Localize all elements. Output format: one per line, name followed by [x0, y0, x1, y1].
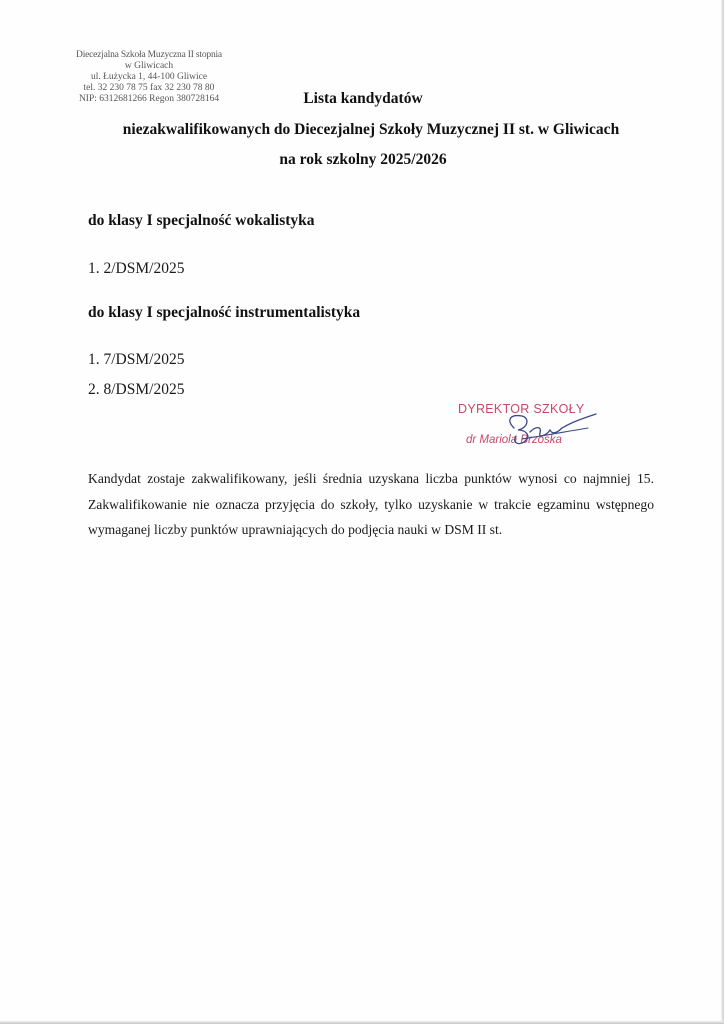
qualification-note: Kandydat zostaje zakwalifikowany, jeśli średnia uzyskana liczba punktów wynosi co najmniej 15. Zakwalifikowanie nie oznacza przyjęcia do szkoły, tylko uzyskanie w trakcie egzaminu wstępnego wymaganej liczby punktów uprawniających do podjęcia nauki w DSM II st. [88, 471, 654, 537]
section-heading-vocal: do klasy I specjalność wokalistyka [88, 212, 315, 229]
list-item: 2. 8/DSM/2025 [88, 381, 185, 398]
stamp-line-school-name: Diecezjalna Szkoła Muzyczna II stopnia [76, 50, 222, 60]
stamp-line-address: ul. Łużycka 1, 44-100 Gliwice [90, 72, 208, 82]
handwritten-signature [492, 406, 602, 450]
document-title: Lista kandydatów [303, 90, 423, 107]
list-item: 1. 7/DSM/2025 [88, 351, 185, 368]
stamp-line-city: w Gliwicach [124, 61, 174, 71]
director-stamp-title: DYREKTOR SZKOŁY [458, 402, 585, 416]
stamp-line-tax-id: NIP: 6312681266 Regon 380728164 [78, 94, 220, 104]
document-subtitle: niezakwalifikowanych do Diecezjalnej Szkoły Muzycznej II st. w Gliwicach [122, 121, 620, 138]
director-stamp-name: dr Mariola Brzoska [466, 434, 562, 446]
stamp-line-phone: tel. 32 230 78 75 fax 32 230 78 80 [83, 83, 215, 93]
section-heading-instrumental: do klasy I specjalność instrumentalistyka [88, 304, 361, 321]
document-school-year: na rok szkolny 2025/2026 [279, 151, 447, 168]
list-item: 1. 2/DSM/2025 [88, 260, 185, 277]
